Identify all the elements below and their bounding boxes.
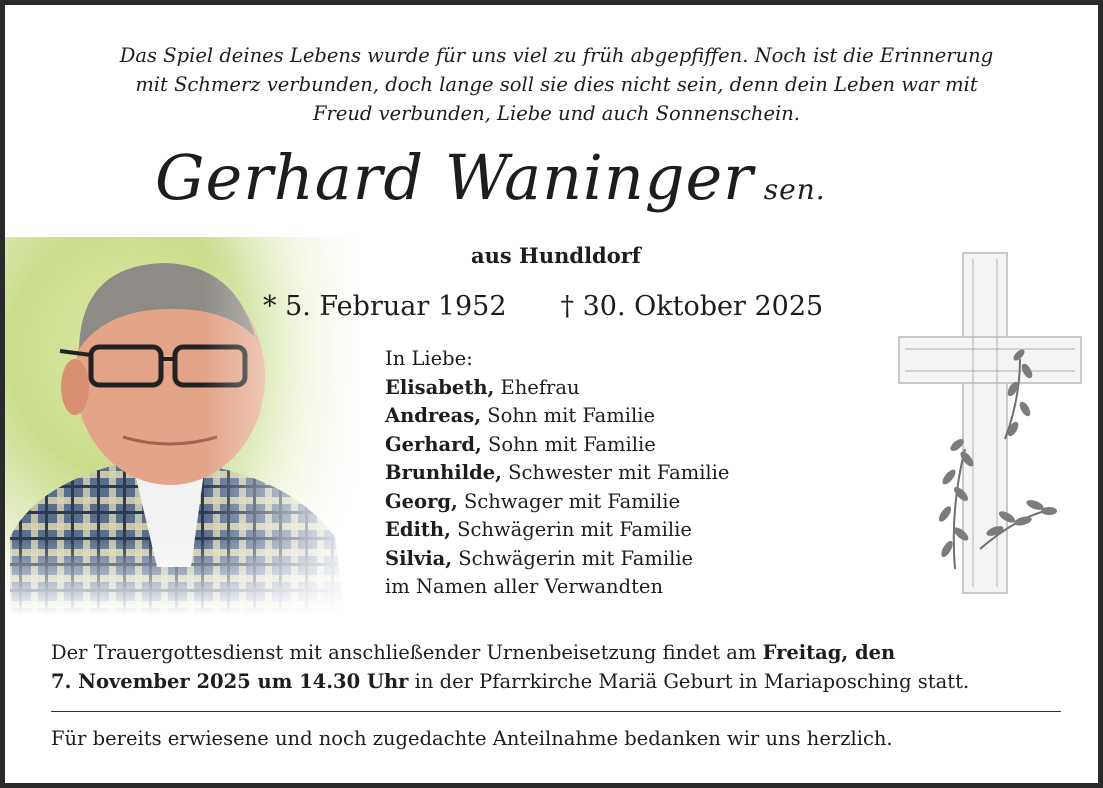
poem-line: mit Schmerz verbunden, doch lange soll sie dies nicht sein, denn dein Leben war mit: [135, 73, 978, 96]
mourner-relation: Schwager mit Familie: [457, 489, 680, 513]
mourner-relation: Schwägerin mit Familie: [452, 546, 694, 570]
list-item: [385, 516, 729, 545]
mourner-relation: Schwägerin mit Familie: [450, 518, 692, 541]
mourners-closing: im Namen aller Verwandten: [385, 575, 664, 598]
thanks-line: Für bereits erwiesene und noch zugedachte Anteilnahme bedanken wir uns herzlich.: [51, 727, 893, 750]
poem-line: Freud verbunden, Liebe und auch Sonnenschein.: [312, 102, 801, 125]
deceased-name: Gerhard Waninger: [155, 141, 754, 214]
mourner-name: Elisabeth,: [385, 375, 495, 399]
service-announcement: [51, 638, 969, 696]
mourner-relation: Sohn mit Familie: [481, 404, 655, 427]
service-time-bold: 7. November 2025 um 14.30 Uhr: [51, 670, 409, 693]
mourner-relation: Ehefrau: [494, 375, 580, 399]
mourner-relation: Schwester mit Familie: [501, 461, 730, 484]
mourner-name: Andreas,: [385, 404, 482, 427]
mourners-list: [385, 345, 729, 602]
list-item: [385, 374, 729, 403]
mourners-intro: In Liebe:: [385, 347, 473, 370]
list-item: [385, 459, 729, 488]
life-dates: [263, 291, 823, 322]
list-item: [385, 402, 729, 431]
service-text: Der Trauergottesdienst mit anschließender Urnenbeisetzung findet am: [51, 641, 763, 664]
service-date-bold: Freitag, den: [762, 641, 896, 664]
poem-line: Das Spiel deines Lebens wurde für uns viel zu früh abgepfiffen. Noch ist die Erinnerung: [119, 44, 994, 67]
mourner-name: Gerhard,: [385, 432, 482, 456]
list-item: [385, 545, 729, 574]
birth-date: * 5. Februar 1952: [263, 291, 507, 322]
death-date: † 30. Oktober 2025: [560, 291, 824, 322]
list-item: [385, 488, 729, 517]
deceased-origin: aus Hundldorf: [471, 243, 641, 268]
divider: [51, 711, 1061, 712]
cross-with-laurel-icon: [895, 249, 1085, 599]
mourner-name: Georg,: [385, 489, 458, 513]
service-line-1: [51, 638, 969, 667]
service-line-2: [51, 667, 969, 696]
mourner-name: Silvia,: [385, 546, 453, 570]
memorial-poem: [35, 41, 1078, 128]
deceased-name-line: [155, 141, 826, 214]
mourner-name: Brunhilde,: [385, 461, 502, 484]
deceased-suffix: sen.: [763, 173, 826, 206]
mourner-relation: Sohn mit Familie: [481, 432, 656, 456]
service-text: in der Pfarrkirche Mariä Geburt in Mariaposching statt.: [408, 670, 970, 693]
mourner-name: Edith,: [385, 518, 451, 541]
list-item: [385, 431, 729, 460]
